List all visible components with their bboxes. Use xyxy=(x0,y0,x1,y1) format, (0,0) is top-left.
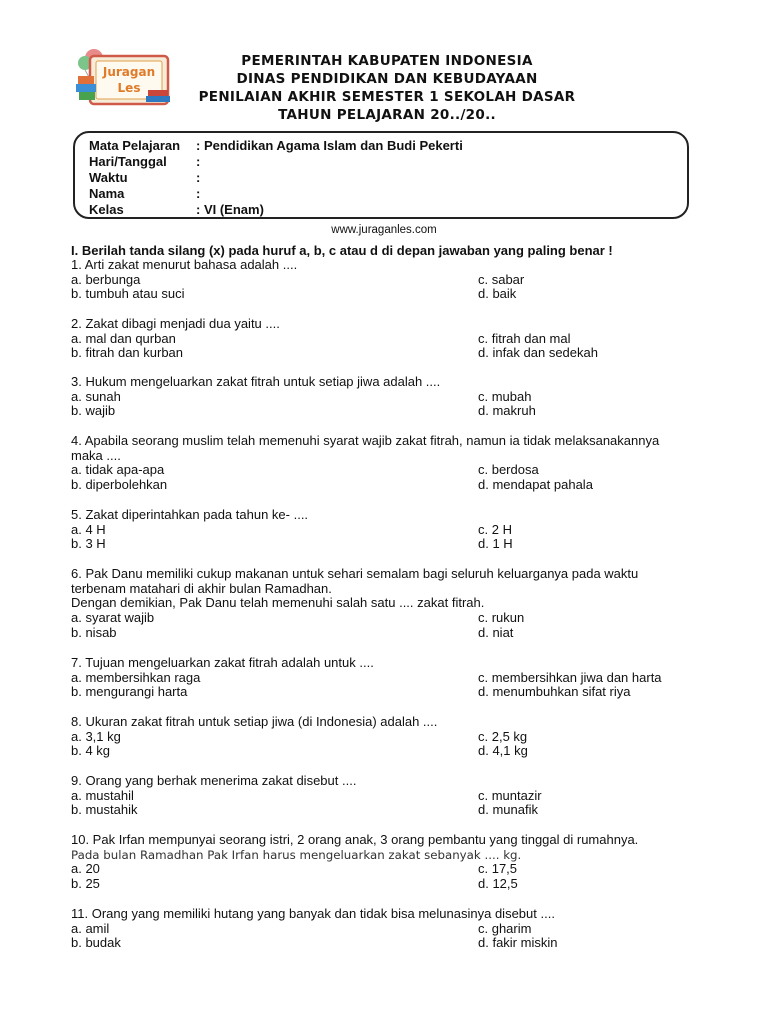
logo-graphic xyxy=(64,46,176,114)
option-b: b. fitrah dan kurban xyxy=(71,345,184,361)
option-a: a. membersihkan raga xyxy=(71,669,201,685)
option-a: a. mal dan qurban xyxy=(71,330,176,346)
option-d: d. makruh xyxy=(478,403,536,419)
question-stem: Dengan demikian, Pak Danu telah memenuhi salah satu .... zakat fitrah. xyxy=(71,595,485,611)
option-d: d. menumbuhkan sifat riya xyxy=(478,684,631,700)
option-d: d. mendapat pahala xyxy=(478,477,593,493)
question xyxy=(71,774,711,818)
question xyxy=(71,375,711,419)
question xyxy=(71,434,711,493)
option-b: b. diperbolehkan xyxy=(71,477,168,493)
option-b: b. 25 xyxy=(71,876,100,892)
option-d: d. 12,5 xyxy=(478,876,518,892)
option-b: b. wajib xyxy=(71,403,116,419)
option-c: c. gharim xyxy=(478,920,532,936)
option-d: d. infak dan sedekah xyxy=(478,345,598,361)
question-stem: 10. Pak Irfan mempunyai seorang istri, 2 orang anak, 3 orang pembantu yang tinggal di rumahnya. xyxy=(71,832,639,847)
question xyxy=(71,258,711,302)
option-d: d. munafik xyxy=(478,802,538,818)
question-stem: 9. Orang yang berhak menerima zakat disebut .... xyxy=(71,773,357,788)
option-b: b. mengurangi harta xyxy=(71,684,188,700)
question xyxy=(71,715,711,759)
option-d: d. baik xyxy=(478,286,517,302)
question-stem: 1. Arti zakat menurut bahasa adalah .... xyxy=(71,257,298,272)
option-d: d. niat xyxy=(478,624,514,640)
info-value: : xyxy=(196,170,201,185)
info-row xyxy=(89,186,687,202)
option-a: a. sunah xyxy=(71,388,121,404)
logo-text-1: Juragan xyxy=(102,65,156,79)
option-a: a. 4 H xyxy=(71,521,106,537)
question-stem: 11. Orang yang memiliki hutang yang banyak dan tidak bisa melunasinya disebut .... xyxy=(71,906,555,921)
question xyxy=(71,833,711,892)
question-stem: 6. Pak Danu memiliki cukup makanan untuk sehari semalam bagi seluruh keluarganya pada waktu xyxy=(71,566,639,581)
option-c: c. 17,5 xyxy=(478,861,518,877)
option-c: c. sabar xyxy=(478,271,525,287)
document-header xyxy=(180,52,594,124)
option-c: c. berdosa xyxy=(478,462,539,478)
info-label: Hari/Tanggal xyxy=(89,154,167,169)
logo-text-2: Les xyxy=(117,81,141,95)
option-b: b. 4 kg xyxy=(71,743,111,759)
option-d: d. 1 H xyxy=(478,536,513,552)
question xyxy=(71,317,711,361)
header-line: TAHUN PELAJARAN 20../20.. xyxy=(278,107,496,123)
info-label: Waktu xyxy=(89,170,128,185)
question-stem: Pada bulan Ramadhan Pak Irfan harus mengeluarkan zakat sebanyak .... kg. xyxy=(71,847,522,862)
option-b: b. budak xyxy=(71,935,121,951)
option-c: c. membersihkan jiwa dan harta xyxy=(478,669,662,685)
question-stem: 2. Zakat dibagi menjadi dua yaitu .... xyxy=(71,316,280,331)
option-a: a. mustahil xyxy=(71,787,134,803)
option-c: c. fitrah dan mal xyxy=(478,330,571,346)
student-info-box xyxy=(73,131,689,219)
question-stem: 3. Hukum mengeluarkan zakat fitrah untuk setiap jiwa adalah .... xyxy=(71,374,441,389)
option-c: c. mubah xyxy=(478,388,532,404)
option-b: b. nisab xyxy=(71,624,117,640)
question xyxy=(71,567,711,640)
option-a: a. berbunga xyxy=(71,271,141,287)
info-value: : VI (Enam) xyxy=(196,202,264,217)
info-value: : xyxy=(196,186,201,201)
question-stem: 7. Tujuan mengeluarkan zakat fitrah adalah untuk .... xyxy=(71,655,374,670)
question xyxy=(71,508,711,552)
question-stem: maka .... xyxy=(71,447,121,463)
question xyxy=(71,656,711,700)
info-label: Kelas xyxy=(89,202,124,217)
info-value: : xyxy=(196,154,201,169)
info-label: Mata Pelajaran xyxy=(89,138,181,153)
option-a: a. amil xyxy=(71,920,110,936)
option-b: b. mustahik xyxy=(71,802,138,818)
option-a: a. 3,1 kg xyxy=(71,728,121,744)
option-c: c. 2,5 kg xyxy=(478,728,528,744)
option-b: b. 3 H xyxy=(71,536,106,552)
question-stem: 5. Zakat diperintahkan pada tahun ke- .... xyxy=(71,507,309,522)
option-a: a. tidak apa-apa xyxy=(71,462,165,478)
option-b: b. tumbuh atau suci xyxy=(71,286,185,302)
info-row xyxy=(89,170,687,186)
option-a: a. syarat wajib xyxy=(71,610,155,626)
info-row xyxy=(89,154,687,170)
header-line: PENILAIAN AKHIR SEMESTER 1 SEKOLAH DASAR xyxy=(198,89,576,105)
option-c: c. muntazir xyxy=(478,787,542,803)
question-stem: 8. Ukuran zakat fitrah untuk setiap jiwa (di Indonesia) adalah .... xyxy=(71,714,438,729)
website-url: www.juraganles.com xyxy=(331,224,437,236)
header-line: DINAS PENDIDIKAN DAN KEBUDAYAAN xyxy=(236,71,538,87)
info-value: : Pendidikan Agama Islam dan Budi Pekerti xyxy=(196,138,463,153)
option-c: c. rukun xyxy=(478,610,525,626)
option-a: a. 20 xyxy=(71,861,100,877)
option-d: d. fakir miskin xyxy=(478,935,558,951)
logo xyxy=(64,46,176,114)
question-stem: 4. Apabila seorang muslim telah memenuhi syarat wajib zakat fitrah, namun ia tidak melaksanakannya xyxy=(71,433,660,448)
question-stem: terbenam matahari di akhir bulan Ramadhan. xyxy=(71,580,332,596)
info-row xyxy=(89,138,687,154)
question xyxy=(71,907,711,951)
info-label: Nama xyxy=(89,186,125,201)
header-line: PEMERINTAH KABUPATEN INDONESIA xyxy=(241,53,533,69)
instruction: I. Berilah tanda silang (x) pada huruf a, b, c atau d di depan jawaban yang paling benar ! xyxy=(71,243,613,258)
option-d: d. 4,1 kg xyxy=(478,743,528,759)
info-row xyxy=(89,202,687,218)
option-c: c. 2 H xyxy=(478,521,512,537)
